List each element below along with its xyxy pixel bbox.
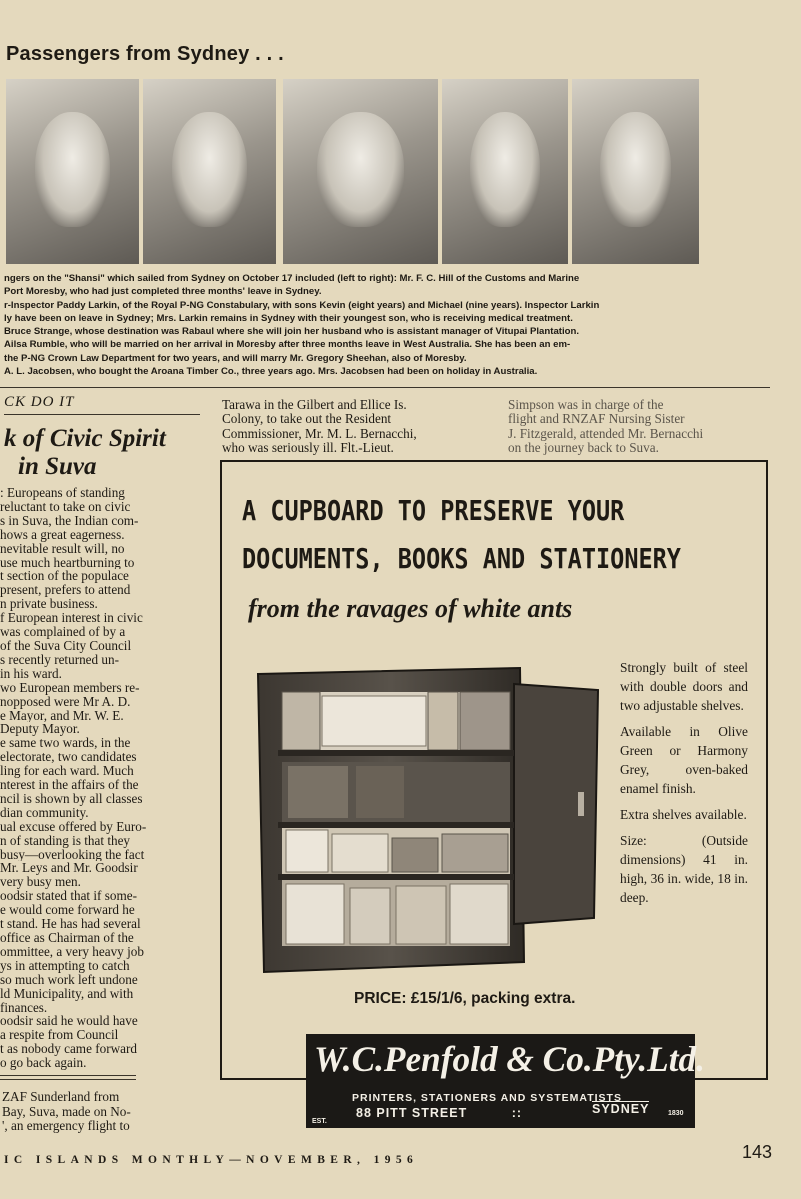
article-headline: [4, 425, 204, 481]
photo-passenger-larkin: [143, 79, 276, 264]
logo-address: [356, 1106, 522, 1120]
body-line: so much work left undone: [0, 972, 138, 987]
section-divider: [0, 387, 770, 388]
body-line: use much heartburning to: [0, 555, 135, 570]
logo-est-label: EST.: [312, 1118, 327, 1125]
photo-passenger-jacobsen: [572, 79, 699, 264]
body-line: : Europeans of standing: [0, 486, 125, 500]
body-line: Mr. Leys and Mr. Goodsir: [0, 861, 138, 876]
story-divider: [0, 1079, 136, 1080]
body-line: t stand. He has had several: [0, 917, 141, 931]
body-line: t section of the populace: [0, 569, 129, 584]
ad-description: [620, 658, 748, 914]
body-line: f European interest in civic: [0, 611, 143, 626]
body-line: oodsir said he would have: [0, 1014, 138, 1029]
caption-line: ngers on the "Shansi" which sailed from Sydney on October 17 included (left to right): Mr. F. C. Hill of the Customs and Marine: [4, 273, 580, 284]
body-line: wo European members re-: [0, 680, 140, 695]
body-line: ncil is shown by all classes: [0, 791, 143, 806]
body-line: electorate, two candidates: [0, 750, 137, 765]
body-line: present, prefers to attend: [0, 583, 131, 598]
body-line: Deputy Mayor.: [0, 722, 80, 737]
middle-line: Colony, to take out the Resident: [222, 411, 392, 427]
next-story-line: ZAF Sunderland from: [2, 1090, 120, 1104]
body-line: n private business.: [0, 597, 98, 612]
body-line: ual excuse offered by Euro-: [0, 819, 147, 834]
body-line: office as Chairman of the: [0, 931, 134, 945]
article-kicker: CK DO IT: [4, 394, 75, 410]
headline-line: in Suva: [18, 453, 97, 480]
logo-separator: ::: [511, 1106, 523, 1120]
logo-street: 88 PITT STREET: [356, 1106, 468, 1120]
logo-trade-line: PRINTERS, STATIONERS AND SYSTEMATISTS: [352, 1092, 622, 1104]
steel-cupboard-illustration: [252, 662, 602, 974]
body-line: t as nobody came forward: [0, 1042, 137, 1057]
body-line: ling for each ward. Much: [0, 764, 134, 779]
body-line: dian community.: [0, 805, 89, 820]
section-title: Passengers from Sydney . . .: [6, 43, 284, 65]
logo-company-name: W.C.Penfold & Co.Pty.Ltd.: [314, 1039, 706, 1079]
body-line: ommittee, a very heavy job: [0, 944, 144, 959]
body-line: in his ward.: [0, 666, 62, 681]
middle-column-text: [222, 398, 492, 455]
body-line: ld Municipality, and with: [0, 986, 134, 1001]
body-line: busy—overlooking the fact: [0, 847, 145, 862]
right-line: flight and RNZAF Nursing Sister: [508, 411, 685, 427]
body-line: nevitable result will, no: [0, 541, 125, 556]
body-line: hows a great eagerness.: [0, 527, 125, 542]
story-divider: [0, 1075, 136, 1076]
ad-tagline: from the ravages of white ants: [248, 594, 573, 623]
body-line: e Mayor, and Mr. W. E.: [0, 708, 124, 723]
body-line: oodsir stated that if some-: [0, 889, 137, 904]
body-line: a respite from Council: [0, 1028, 119, 1043]
caption-line: Port Moresby, who had just completed three months' leave in Sydney.: [4, 286, 322, 298]
body-line: of the Suva City Council: [0, 638, 132, 653]
caption-line: Ailsa Rumble, who will be married on her arrival in Moresby after three months leave in West Australia. She has been an em-: [4, 339, 571, 351]
body-line: s recently returned un-: [0, 652, 120, 667]
ad-headline-line1: A CUPBOARD TO PRESERVE YOUR: [242, 494, 625, 527]
caption-line: ly have been on leave in Sydney; Mrs. Larkin remains in Sydney with their youngest son, who is receiving medical treatment.: [4, 312, 573, 324]
headline-line: k of Civic Spirit: [4, 425, 166, 452]
running-footer: IC ISLANDS MONTHLY—NOVEMBER, 1956: [4, 1154, 419, 1166]
middle-line: Commissioner, Mr. M. L. Bernacchi,: [222, 425, 417, 441]
ad-description-paragraph: Available in Olive Green or Harmony Grey, oven-baked enamel finish.: [620, 724, 748, 796]
body-line: o go back again.: [0, 1056, 87, 1071]
body-line: e same two wards, in the: [0, 736, 131, 751]
body-line: nopposed were Mr A. D.: [0, 694, 131, 709]
caption-line: A. L. Jacobsen, who bought the Aroana Timber Co., three years ago. Mrs. Jacobsen had been on holiday in Australia.: [4, 366, 538, 378]
ad-description-paragraph: Size: (Outside dimensions) 41 in. high, 36 in. wide, 18 in. deep.: [620, 833, 748, 905]
ad-description-paragraph: Extra shelves available.: [620, 807, 747, 822]
cupboard-advertisement: [220, 460, 768, 1080]
right-line: J. Fitzgerald, attended Mr. Bernacchi: [508, 425, 704, 441]
middle-line: Tarawa in the Gilbert and Ellice Is.: [222, 397, 407, 412]
article-body: [0, 486, 200, 1070]
photo-passenger-hill: [6, 79, 139, 264]
right-line: Simpson was in charge of the: [508, 397, 664, 412]
right-line: on the journey back to Suva.: [508, 439, 659, 455]
photo-passenger-strange: [283, 79, 438, 264]
ad-description-paragraph: Strongly built of steel with double doors and two adjustable shelves.: [620, 660, 748, 713]
logo-city: SYDNEY: [592, 1102, 650, 1116]
body-line: n of standing is that they: [0, 833, 131, 848]
photo-caption: [4, 273, 764, 379]
body-line: finances.: [0, 1000, 48, 1015]
next-story-line: Bay, Suva, made on No-: [2, 1103, 131, 1119]
body-line: nterest in the affairs of the: [0, 778, 139, 792]
page-number: 143: [742, 1142, 773, 1162]
penfold-logo: [306, 1034, 706, 1128]
body-line: was complained of by a: [0, 625, 126, 639]
body-line: ys in attempting to catch: [0, 958, 130, 973]
body-line: e would come forward he: [0, 903, 135, 918]
next-story-line: ', an emergency flight to: [2, 1118, 130, 1134]
body-line: reluctant to take on civic: [0, 499, 131, 514]
body-line: very busy men.: [0, 875, 81, 890]
logo-est-year: 1830: [668, 1110, 684, 1117]
ad-price: PRICE: £15/1/6, packing extra.: [354, 990, 576, 1007]
next-story: [2, 1090, 200, 1134]
caption-line: the P-NG Crown Law Department for two years, and will marry Mr. Gregory Sheehan, also of Moresby.: [4, 352, 467, 364]
right-column-text: [508, 398, 770, 455]
body-line: s in Suva, the Indian com-: [0, 513, 139, 528]
middle-line: who was seriously ill. Flt.-Lieut.: [222, 439, 394, 455]
caption-line: Bruce Strange, whose destination was Rabaul where she will join her husband who is assistant manager of Vitupai Plantation.: [4, 326, 580, 338]
caption-line: r-Inspector Paddy Larkin, of the Royal P-NG Constabulary, with sons Kevin (eight years) and Michael (nine years). Inspector Larkin: [4, 299, 600, 311]
ad-headline-line2: DOCUMENTS, BOOKS AND STATIONERY: [242, 542, 681, 575]
kicker-underline: [4, 414, 200, 415]
photo-passenger-rumble: [442, 79, 568, 264]
